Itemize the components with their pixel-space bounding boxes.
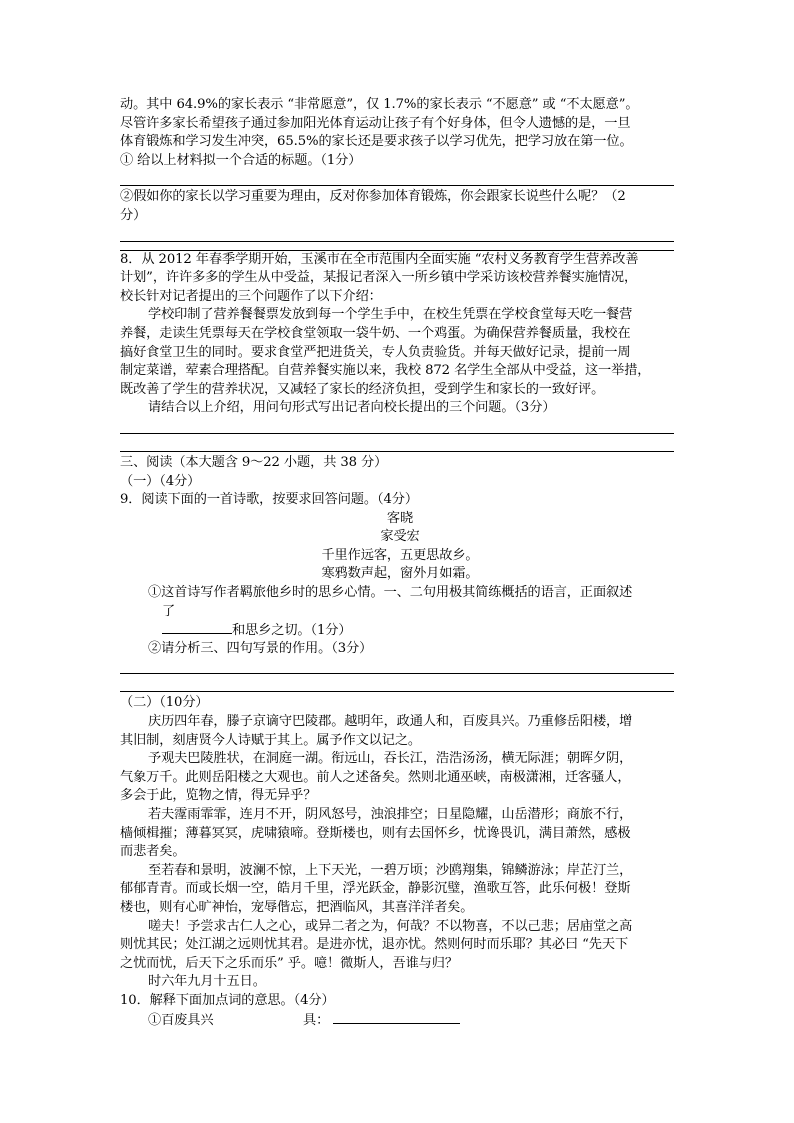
q8-para-line-1: 学校印制了营养餐餐票发放到每一个学生手中，在校生凭票在学校食堂每天吃一餐营	[148, 307, 633, 323]
passage-p3-l3: 而悲者矣。	[120, 844, 186, 860]
passage-p3-l2: 樯倾楫摧；薄暮冥冥，虎啸猿啼。登斯楼也，则有去国怀乡，忧谗畏讥，满目萧然，感极	[120, 825, 631, 841]
answer-line-parent[interactable]	[120, 226, 680, 244]
passage-p2-l2: 气象万千。此则岳阳楼之大观也。前人之述备矣。然则北通巫峡，南极潇湘，迁客骚人，	[120, 769, 631, 785]
part2-heading: （二）（10分）	[120, 695, 209, 711]
question-title-prompt: ① 给以上材料拟一个合适的标题。（1分）	[120, 152, 362, 168]
q9-2-prompt: ②请分析三、四句写景的作用。（3分）	[148, 640, 373, 656]
section3-heading: 三、阅读（本大题含 9～22 小题，共 38 分）	[120, 454, 388, 470]
q8-para-line-4: 制定菜谱，荤素合理搭配。自营养餐实施以来，我校 872 名学生全部从中受益，这一举措，	[120, 363, 651, 379]
q8-line-1: 8．从 2012 年春季学期开始，玉溪市在全市范围内全面实施 “农村义务教育学生营养改善	[120, 251, 639, 267]
q8-ask: 请结合以上介绍，用问句形式写出记者向校长提出的三个问题。（3分）	[148, 400, 556, 416]
answer-line-q8-b[interactable]	[120, 436, 680, 454]
passage-p5-l1: 嗟夫！予尝求古仁人之心，或异二者之为，何哉？不以物喜，不以己悲；居庙堂之高	[148, 918, 633, 934]
question-parent-prompt-1: ②假如你的家长以学习重要为理由，反对你参加体育锻炼，你会跟家长说些什么呢？（2	[120, 189, 626, 205]
answer-line-title[interactable]	[120, 170, 680, 188]
q10-item-1	[120, 1011, 680, 1030]
poem-line-1: 千里作远客，五更思故乡。	[321, 547, 479, 563]
q10-item-1-key: 具：	[303, 1012, 330, 1028]
passage-p2-l1: 予观夫巴陵胜状，在洞庭一湖。衔远山，吞长江，浩浩汤汤，横无际涯；朝晖夕阴，	[148, 751, 633, 767]
q10-item-1-word: ①百废具兴	[148, 1012, 214, 1028]
q8-para-line-2: 养餐，走读生凭票每天在学校食堂领取一袋牛奶、一个鸡蛋。为确保营养餐质量，我校在	[120, 325, 631, 341]
passage-p4-l2: 郁郁青青。而或长烟一空，皓月千里，浮光跃金，静影沉璧，渔歌互答，此乐何极！登斯	[120, 881, 631, 897]
intro-line-3: 体育锻炼和学习发生冲突，65.5%的家长还是要求孩子以学习优先，把学习放在第一位。	[120, 134, 633, 150]
passage-p5-l3: 之忧而忧，后天下之乐而乐” 乎。噫！微斯人，吾谁与归？	[120, 955, 458, 971]
q9-prompt: 9．阅读下面的一首诗歌，按要求回答问题。（4分）	[120, 492, 418, 508]
intro-line-1: 动。其中 64.9%的家长表示 “非常愿意”，仅 1.7%的家长表示 “不愿意” 或 “不太愿意”。	[120, 97, 639, 112]
passage-p4-l3: 楼也，则有心旷神怡，宠辱偕忘，把酒临风，其喜洋洋者矣。	[120, 899, 474, 915]
answer-line-q9-b[interactable]	[120, 676, 680, 694]
question-parent-prompt-2: 分）	[120, 207, 147, 223]
passage-p1-l2: 其旧制，刻唐贤今人诗赋于其上。属予作文以记之。	[120, 732, 422, 748]
q8-line-3: 校长针对记者提出的三个问题作了以下介绍：	[120, 288, 382, 304]
q10-prompt: 10．解释下面加点词的意思。（4分）	[120, 992, 335, 1008]
q8-para-line-3: 搞好食堂卫生的同时。要求食堂严把进货关，专人负责验货。并每天做好记录，提前一周	[120, 344, 631, 360]
answer-line-q8-a[interactable]	[120, 418, 680, 436]
q9-1-line-c	[120, 621, 680, 640]
answer-line-q9-a[interactable]	[120, 658, 680, 676]
passage-p1-l1: 庆历四年春，滕子京谪守巴陵郡。越明年，政通人和，百废具兴。乃重修岳阳楼，增	[148, 714, 633, 730]
passage-date: 时六年九月十五日。	[148, 974, 266, 990]
poem-author: 家受宏	[380, 529, 420, 545]
exam-page	[120, 96, 680, 1029]
q10-item-1-blank[interactable]	[333, 1011, 460, 1024]
q9-1-line-a: ①这首诗写作者羁旅他乡时的思乡心情。一、二句用极其简练概括的语言，正面叙述	[148, 585, 633, 601]
passage-p2-l3: 多会于此，览物之情，得无异乎？	[120, 788, 317, 804]
poem-line-2: 寒鸦数声起，窗外月如霜。	[321, 566, 479, 582]
poem-title: 客晓	[386, 510, 414, 526]
passage-p5-l2: 则忧其民；处江湖之远则忧其君。是进亦忧，退亦忧。然则何时而乐耶？其必曰 “先天下	[120, 937, 629, 953]
fill-blank[interactable]	[162, 621, 232, 634]
part1-heading: （一）（4分）	[120, 473, 201, 489]
passage-p4-l1: 至若春和景明，波澜不惊，上下天光，一碧万顷；沙鸥翔集，锦鳞游泳；岸芷汀兰，	[148, 862, 633, 878]
q9-1-tail: 和思乡之切。（1分）	[232, 623, 352, 639]
q8-para-line-5: 既改善了学生的营养状况，又减轻了家长的经济负担，受到学生和家长的一致好评。	[120, 381, 605, 397]
passage-p3-l1: 若夫霪雨霏霏，连月不开，阴风怒号，浊浪排空；日星隐耀，山岳潜形；商旅不行，	[148, 807, 633, 822]
q9-1-line-b: 了	[162, 603, 176, 619]
q8-line-2: 计划”，许许多多的学生从中受益，某报记者深入一所乡镇中学采访该校营养餐实施情况，	[120, 270, 638, 286]
intro-line-2: 尽管许多家长希望孩子通过参加阳光体育运动让孩子有个好身体，但令人遗憾的是，一旦	[120, 115, 631, 131]
